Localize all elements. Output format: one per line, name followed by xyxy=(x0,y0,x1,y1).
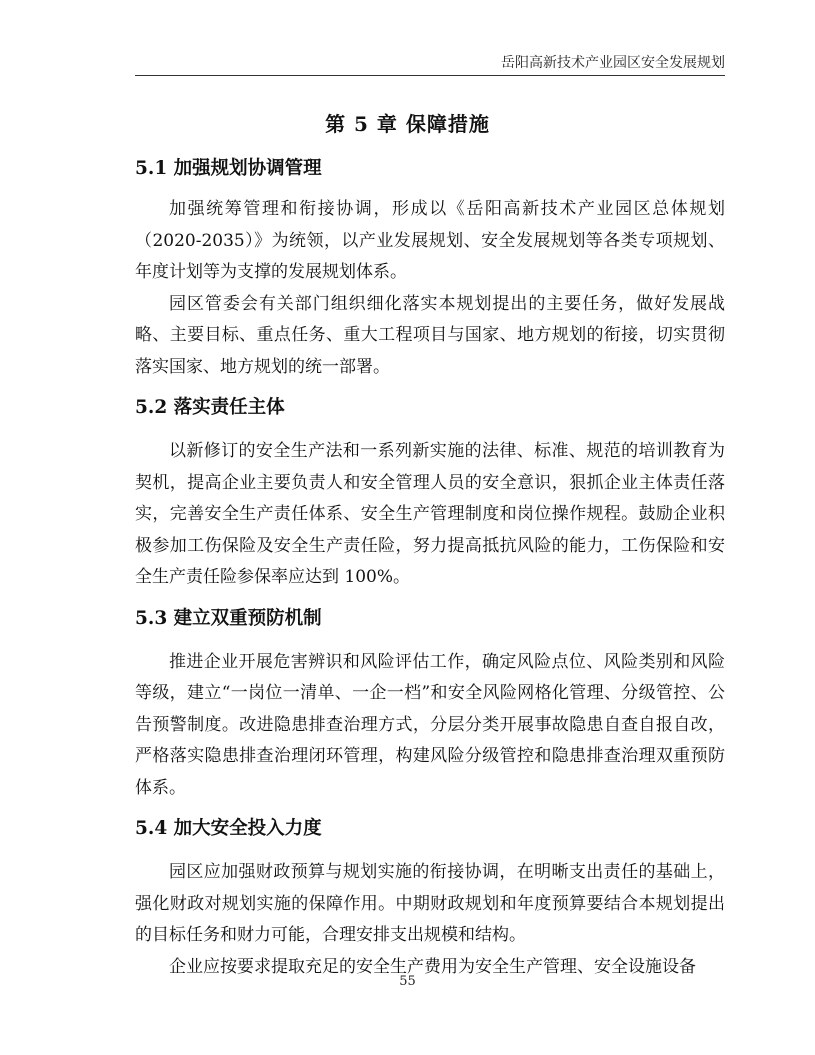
running-header: 岳阳高新技术产业园区安全发展规划 xyxy=(501,55,725,71)
chapter-title: 第 5 章 保障措施 xyxy=(325,112,490,136)
section-heading-5-4: 5.4 加大安全投入力度 xyxy=(135,818,322,839)
section-heading-5-2: 5.2 落实责任主体 xyxy=(135,397,285,418)
paragraph: 以新修订的安全生产法和一系列新实施的法律、标准、规范的培训教育为契机，提高企业主要负责人和安全管理人员的安全意识，狠抓企业主体责任落实，完善安全生产责任体系、安全生产管理制度和岗位操作规程。鼓励企业积极参加工伤保险及安全生产责任险，努力提高抵抗风险的能力，工伤保险和安全生产责任险参保率应达到 100%。 xyxy=(135,441,725,587)
document-body xyxy=(135,151,725,983)
section-heading-5-1: 5.1 加强规划协调管理 xyxy=(135,158,322,179)
paragraph: 推进企业开展危害辨识和风险评估工作，确定风险点位、风险类别和风险等级，建立“一岗位一清单、一企一档”和安全风险网格化管理、分级管控、公告预警制度。改进隐患排查治理方式，分层分类开展事故隐患自查自报自改，严格落实隐患排查治理闭环管理，构建风险分级管控和隐患排查治理双重预防体系。 xyxy=(135,651,725,798)
paragraph: 企业应按要求提取充足的安全生产费用为安全生产管理、安全设施设备 xyxy=(169,956,696,977)
paragraph: 加强统筹管理和衔接协调，形成以《岳阳高新技术产业园区总体规划（2020-2035）》为统领，以产业发展规划、安全发展规划等各类专项规划、年度计划等为支撑的发展规划体系。 xyxy=(135,199,725,282)
section-heading-5-3: 5.3 建立双重预防机制 xyxy=(135,607,322,629)
paragraph: 园区应加强财政预算与规划实施的衔接协调，在明晰支出责任的基础上，强化财政对规划实施的保障作用。中期财政规划和年度预算要结合本规划提出的目标任务和财力可能，合理安排支出规模和结构。 xyxy=(135,862,725,945)
paragraph: 园区管委会有关部门组织细化落实本规划提出的主要任务，做好发展战略、主要目标、重点任务、重大工程项目与国家、地方规划的衔接，切实贯彻落实国家、地方规划的统一部署。 xyxy=(135,293,725,377)
header-rule xyxy=(135,75,725,76)
page-number: 55 xyxy=(399,974,416,989)
